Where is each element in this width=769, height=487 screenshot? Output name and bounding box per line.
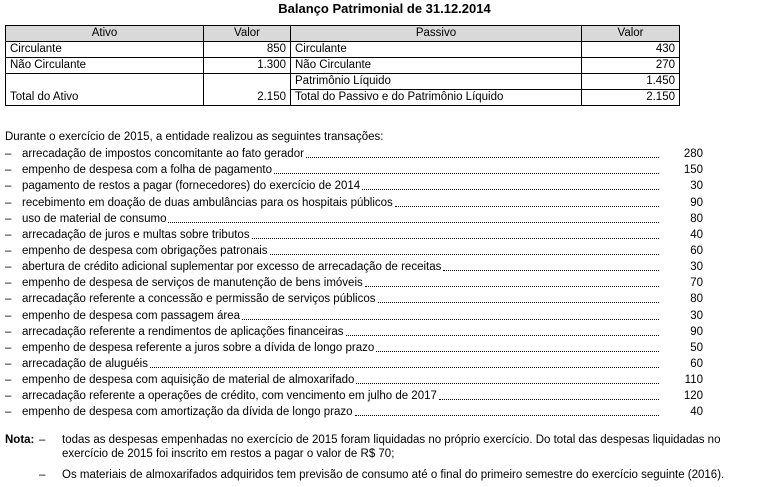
transaction-amount: 150	[683, 164, 703, 177]
list-item	[5, 306, 703, 322]
note-dash: –	[39, 434, 46, 446]
list-dash: –	[5, 341, 12, 354]
list-dash: –	[5, 148, 12, 161]
ativo-circulante-valor: 850	[204, 42, 291, 58]
passivo-nao-circulante-label: Não Circulante	[291, 58, 582, 74]
transaction-amount: 90	[690, 196, 703, 209]
list-dash: –	[5, 406, 12, 419]
note-text: todas as despesas empenhadas no exercício de 2015 foram liquidadas no próprio exercício. Do total das despesas liquidadas no exercício de 2015 foi inscrito em restos a pagar o valor de R$ 70;	[62, 434, 721, 460]
list-dash: –	[5, 325, 12, 338]
dot-leader	[168, 221, 659, 223]
table-row	[6, 74, 680, 90]
list-item	[5, 323, 703, 339]
transaction-amount: 50	[690, 341, 703, 354]
list-dash: –	[5, 293, 12, 306]
page-title: Balanço Patrimonial de 31.12.2014	[278, 1, 491, 16]
transaction-description: arrecadação de juros e multas sobre tributos	[22, 228, 250, 241]
transaction-amount: 60	[690, 244, 703, 257]
passivo-circulante-label: Circulante	[291, 42, 582, 58]
list-dash: –	[5, 164, 12, 177]
note-item	[5, 433, 767, 461]
list-item	[5, 355, 703, 371]
transaction-description: empenho de despesa com amortização da dívida de longo prazo	[22, 406, 353, 419]
table-row	[6, 42, 680, 58]
transaction-description: empenho de despesa de serviços de manutenção de bens imóveis	[22, 277, 363, 290]
list-dash: –	[5, 374, 12, 387]
dot-leader	[378, 301, 660, 303]
transactions-list	[5, 145, 703, 419]
list-dash: –	[5, 228, 12, 241]
list-item	[5, 274, 703, 290]
transaction-amount: 280	[683, 148, 703, 161]
dot-leader	[365, 285, 659, 287]
total-passivo-valor: 2.150	[582, 90, 680, 106]
list-dash: –	[5, 212, 12, 225]
list-dash: –	[5, 196, 12, 209]
transaction-amount: 120	[683, 390, 703, 403]
list-dash: –	[5, 357, 12, 370]
note-text: Os materiais de almoxarifados adquiridos tem previsão de consumo até o final do primeiro semestre do exercício seguinte (2016).	[62, 469, 725, 481]
dot-leader	[356, 382, 659, 384]
list-dash: –	[5, 390, 12, 403]
list-item	[5, 403, 703, 419]
transaction-description: arrecadação referente a rendimentos de aplicações financeiras	[22, 325, 344, 338]
transaction-amount: 40	[690, 406, 703, 419]
total-ativo-valor: 2.150	[204, 74, 291, 106]
list-item	[5, 290, 703, 306]
list-dash: –	[5, 277, 12, 290]
dot-leader	[274, 172, 659, 174]
transaction-amount: 30	[690, 261, 703, 274]
transaction-description: empenho de despesa com obrigações patronais	[22, 244, 268, 257]
total-passivo-label: Total do Passivo e do Patrimônio Líquido	[291, 90, 582, 106]
list-item	[5, 371, 703, 387]
transaction-amount: 80	[690, 293, 703, 306]
transaction-amount: 110	[684, 374, 703, 387]
list-item	[5, 258, 703, 274]
list-item	[5, 339, 703, 355]
transaction-description: arrecadação de aluguéis	[22, 357, 148, 370]
transaction-amount: 30	[690, 180, 703, 193]
dot-leader	[443, 269, 659, 271]
dot-leader	[439, 398, 659, 400]
list-item	[5, 242, 703, 258]
list-item	[5, 387, 703, 403]
list-item	[5, 193, 703, 209]
list-dash: –	[5, 261, 12, 274]
notes-section	[5, 433, 767, 482]
header-valor-passivo: Valor	[582, 26, 680, 42]
ativo-circulante-label: Circulante	[6, 42, 204, 58]
dot-leader	[346, 334, 659, 336]
transaction-description: arrecadação referente a concessão e permissão de serviços públicos	[22, 293, 376, 306]
list-item	[5, 226, 703, 242]
note-label: Nota:	[5, 434, 35, 446]
transaction-description: empenho de despesa com passagem área	[22, 309, 241, 322]
total-ativo-label: Total do Ativo	[6, 74, 204, 106]
dot-leader	[355, 414, 659, 416]
patrimonio-liquido-label: Patrimônio Líquido	[291, 74, 582, 90]
header-valor-ativo: Valor	[204, 26, 291, 42]
dot-leader	[150, 366, 659, 368]
list-item	[5, 161, 703, 177]
ativo-nao-circulante-valor: 1.300	[204, 58, 291, 74]
transaction-description: arrecadação de impostos concomitante ao fato gerador	[22, 148, 304, 161]
transaction-description: uso de material de consumo	[22, 212, 167, 225]
ativo-nao-circulante-label: Não Circulante	[6, 58, 204, 74]
transaction-description: abertura de crédito adicional suplementar por excesso de arrecadação de receitas	[22, 261, 442, 274]
list-item	[5, 177, 703, 193]
transaction-amount: 30	[690, 309, 703, 322]
dot-leader	[306, 156, 659, 158]
header-ativo: Ativo	[6, 26, 204, 42]
list-item	[5, 145, 703, 161]
transaction-amount: 40	[690, 228, 703, 241]
dot-leader	[376, 350, 659, 352]
transaction-amount: 70	[690, 277, 703, 290]
balance-sheet-table	[5, 25, 680, 106]
dot-leader	[395, 205, 659, 207]
transaction-amount: 60	[690, 357, 703, 370]
intro-text: Durante o exercício de 2015, a entidade realizou as seguintes transações:	[5, 131, 384, 143]
transaction-description: empenho de despesa referente a juros sobre a dívida de longo prazo	[22, 341, 375, 354]
transaction-description: recebimento em doação de duas ambulâncias para os hospitais públicos	[22, 196, 393, 209]
table-header-row	[6, 26, 680, 42]
list-dash: –	[5, 244, 12, 257]
dot-leader	[252, 237, 659, 239]
list-item	[5, 210, 703, 226]
table-row	[6, 58, 680, 74]
dot-leader	[270, 253, 660, 255]
dot-leader	[362, 188, 659, 190]
passivo-nao-circulante-valor: 270	[582, 58, 680, 74]
dot-leader	[242, 318, 659, 320]
transaction-amount: 80	[690, 212, 703, 225]
header-passivo: Passivo	[291, 26, 582, 42]
list-dash: –	[5, 180, 12, 193]
transaction-description: arrecadação referente a operações de crédito, com vencimento em julho de 2017	[22, 390, 437, 403]
patrimonio-liquido-valor: 1.450	[582, 74, 680, 90]
note-dash: –	[39, 469, 46, 481]
list-dash: –	[5, 309, 12, 322]
transaction-description: empenho de despesa com aquisição de material de almoxarifado	[22, 374, 355, 387]
transaction-description: pagamento de restos a pagar (fornecedores) do exercício de 2014	[22, 180, 361, 193]
passivo-circulante-valor: 430	[582, 42, 680, 58]
transaction-amount: 90	[690, 325, 703, 338]
note-item	[5, 468, 767, 482]
transaction-description: empenho de despesa com a folha de pagamento	[22, 164, 272, 177]
